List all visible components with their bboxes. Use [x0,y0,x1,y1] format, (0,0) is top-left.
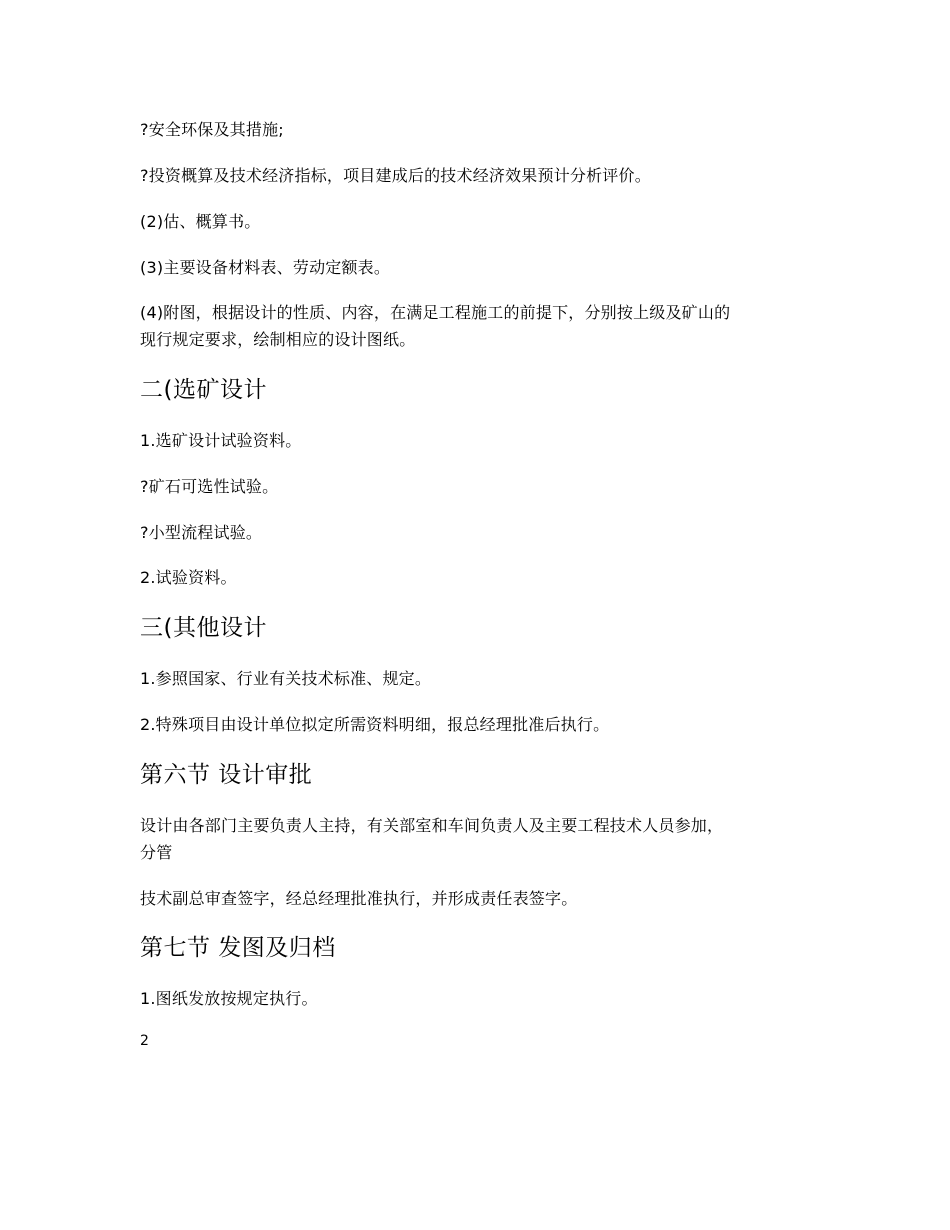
list-item-drawings-line2: 现行规定要求，绘制相应的设计图纸。 [140,330,416,349]
document-page [140,0,820,1230]
list-item-equipment-table: (3)主要设备材料表、劳动定额表。 [140,258,391,277]
section-heading-distribution-archive: 第七节 发图及归档 [140,935,336,961]
section-heading-beneficiation-design: 二(选矿设计 [140,377,267,403]
list-item-investment-estimate: ?投资概算及技术经济指标，项目建成后的技术经济效果预计分析评价。 [140,166,651,185]
list-item-test-data: 1.选矿设计试验资料。 [140,431,302,450]
list-item-safety-environment: ?安全环保及其措施; [140,120,284,139]
list-item-standards: 1.参照国家、行业有关技术标准、规定。 [140,669,432,688]
paragraph-approval-line1: 设计由各部门主要负责人主持，有关部室和车间负责人及主要工程技术人员参加， [140,816,724,835]
list-item-special-projects: 2.特殊项目由设计单位拟定所需资料明细，报总经理批准后执行。 [140,715,610,734]
list-item-drawing-distribution: 1.图纸发放按规定执行。 [140,989,318,1008]
list-item-estimate-book: (2)估、概算书。 [140,212,261,231]
list-item-flow-test: ?小型流程试验。 [140,523,263,542]
list-item-ore-test: ?矿石可选性试验。 [140,477,279,496]
section-heading-design-approval: 第六节 设计审批 [140,762,313,788]
page-number: 2 [140,1033,149,1049]
section-heading-other-design: 三(其他设计 [140,615,267,641]
list-item-test-materials: 2.试验资料。 [140,568,237,587]
paragraph-approval-line3: 技术副总审查签字，经总经理批准执行，并形成责任表签字。 [140,889,578,908]
paragraph-approval-line2: 分管 [140,843,173,862]
list-item-drawings-line1: (4)附图，根据设计的性质、内容，在满足工程施工的前提下，分别按上级及矿山的 [140,303,731,322]
